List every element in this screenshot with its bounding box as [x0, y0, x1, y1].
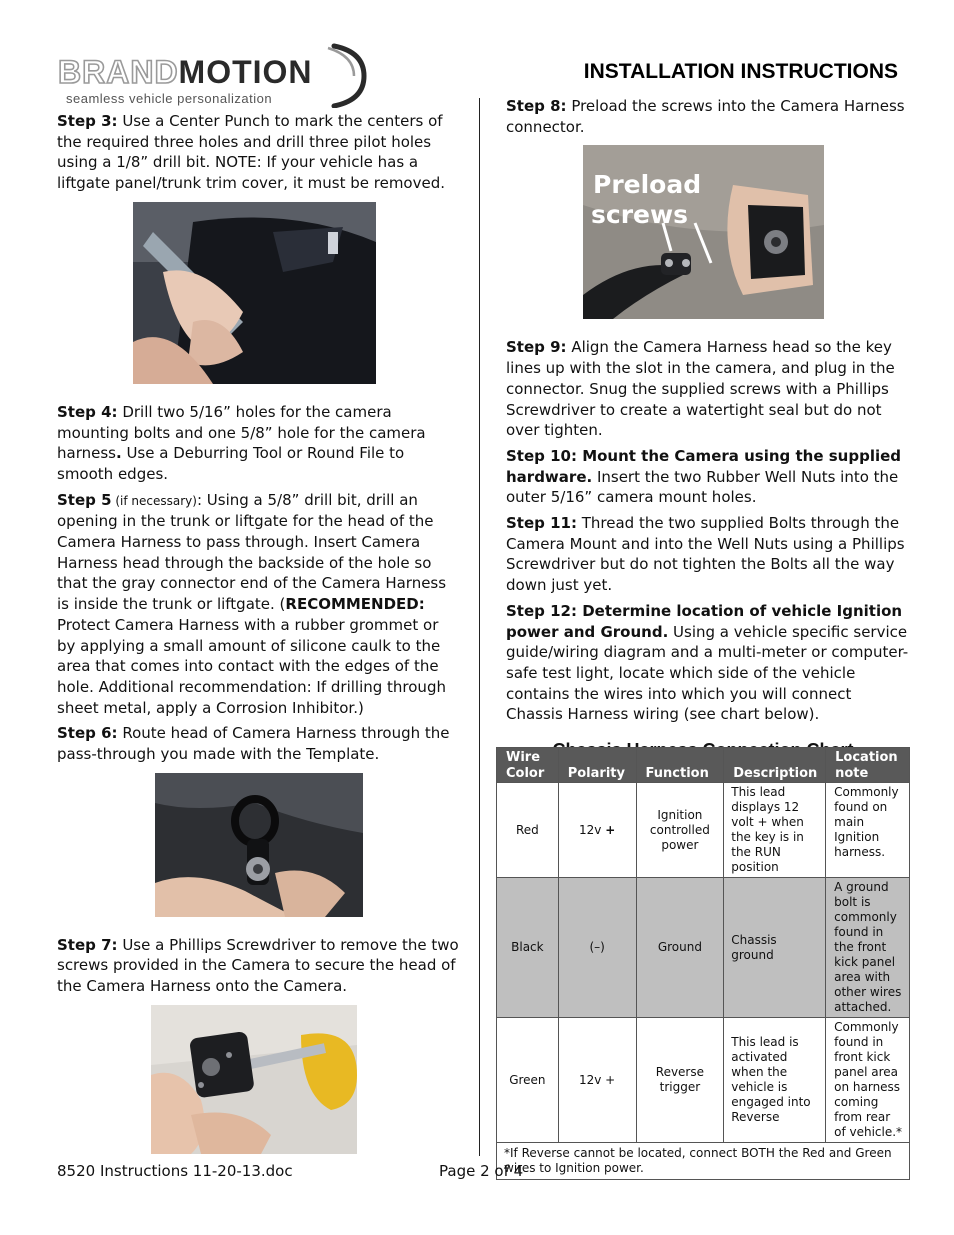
step-5-text-a: : Using a 5/8” drill bit, drill an opening in the trunk or liftgate for the head of the Camera Harness to pass through. Insert Camera Harness head through the backside of the hole so that the gray connector end of the Camera Harness is inside the trunk or liftgate. ( — [57, 490, 447, 614]
cell-polarity: (–) — [558, 878, 636, 1018]
table-row-black — [497, 878, 910, 1018]
step-6-label: Step 6: — [57, 724, 118, 743]
step-8-paragraph — [506, 96, 910, 137]
step-12-paragraph — [506, 601, 910, 725]
step-3-paragraph — [57, 111, 459, 194]
preload-label-line-2: screws — [591, 200, 688, 230]
page-title: INSTALLATION INSTRUCTIONS — [583, 60, 898, 83]
table-footnote: *If Reverse cannot be located, connect BOTH the Red and Green wires to Ignition power. — [497, 1143, 910, 1180]
step-5-recommended: RECOMMENDED: — [285, 595, 425, 614]
cell-wire: Red — [497, 783, 559, 878]
logo-motion-text: MOTION — [178, 54, 313, 90]
cell-function: Ignition controlled power — [636, 783, 724, 878]
step-4-text-b: Use a Deburring Tool or Round File to smooth edges. — [57, 444, 405, 483]
logo-brand-text: BRAND — [58, 54, 179, 90]
step-11-label: Step 11: — [506, 514, 577, 533]
header-wire-color: Wire Color — [497, 748, 559, 783]
cell-polarity — [558, 783, 636, 878]
step-4-text-a: Drill two 5/16” holes for the camera mounting bolts and one 5/8” hole for the camera harness — [57, 402, 426, 463]
cell-description: This lead is activated when the vehicle is engaged into Reverse — [724, 1018, 826, 1143]
step-5-note: (if necessary) — [111, 493, 197, 508]
cell-description: Chassis ground — [724, 878, 826, 1018]
logo-tagline: seamless vehicle personalization — [66, 91, 273, 106]
step-5-label: Step 5 — [57, 490, 112, 509]
cell-function: Reverse trigger — [636, 1018, 724, 1143]
step-12-label: Step 12: Determine location of vehicle Ignition power and Ground. — [506, 601, 903, 641]
step-11-text: Thread the two supplied Bolts through the Camera Mount and into the Well Nuts using a Phillips Screwdriver but do not tighten the Bolts all the way down just yet. — [506, 514, 905, 595]
header-description: Description — [724, 748, 826, 783]
step-7-label: Step 7: — [57, 935, 118, 954]
preload-screws-image — [583, 145, 824, 319]
step-9-label: Step 9: — [506, 338, 567, 357]
column-divider — [479, 98, 480, 1156]
footer-page-number: Page 2 of 4 — [439, 1162, 524, 1180]
step-9-text: Align the Camera Harness head so the key lines up with the slot in the camera, and plug in the connector. Snug the supplied screws with a Phillips Screwdriver to create a watertight seal but do not over tighten. — [506, 338, 895, 440]
step-7-text: Use a Phillips Screwdriver to remove the two screws provided in the Camera to secure the head of the Camera Harness onto the Camera. — [57, 935, 459, 996]
step-10-paragraph — [506, 446, 910, 508]
header-polarity: Polarity — [558, 748, 636, 783]
step-5-paragraph — [57, 490, 459, 719]
preload-screws-photo — [583, 145, 824, 319]
brandmotion-logo — [56, 42, 368, 108]
table-row-red — [497, 783, 910, 878]
chassis-harness-table — [496, 747, 910, 1180]
cell-wire: Black — [497, 878, 559, 1018]
step-8-label: Step 8: — [506, 97, 567, 115]
step-6-paragraph — [57, 723, 459, 764]
step-3-label: Step 3: — [57, 112, 118, 130]
logo-wordmark — [58, 56, 313, 88]
remove-screws-photo — [151, 1005, 357, 1154]
cell-function: Ground — [636, 878, 724, 1018]
center-punch-image — [133, 202, 376, 384]
cell-polarity-sign: + — [605, 822, 616, 837]
remove-screws-image — [151, 1005, 357, 1154]
step-4-label: Step 4: — [57, 402, 118, 421]
cell-location-note: A ground bolt is commonly found in the front kick panel area with other wires attached. — [826, 878, 910, 1018]
cell-polarity: 12v + — [558, 1018, 636, 1143]
step-7-paragraph — [57, 935, 459, 997]
step-10-text: Insert the two Rubber Well Nuts into the outer 5/16” camera mount holes. — [506, 467, 899, 507]
center-punch-photo — [133, 202, 376, 384]
harness-pass-through-photo — [155, 773, 363, 917]
header-function: Function — [636, 748, 724, 783]
right-column — [506, 96, 910, 761]
step-6-text: Route head of Camera Harness through the pass-through you made with the Template. — [57, 724, 450, 764]
cell-location-note: Commonly found on main Ignition harness. — [826, 783, 910, 878]
step-3-text: Use a Center Punch to mark the centers of the required three holes and drill three pilot holes using a 1/8” drill bit. NOTE: If your vehicle has a liftgate panel/trunk trim cover, it must be removed. — [57, 112, 446, 193]
left-column — [57, 111, 459, 1154]
step-5-text-b: Protect Camera Harness with a rubber grommet or by applying a small amount of silicone caulk to the area that comes into contact with the edges of the hole. Additional recommendation: If drilling through sheet metal, apply a Corrosion Inhibitor.) — [57, 615, 446, 717]
step-11-paragraph — [506, 513, 910, 596]
cell-description: This lead displays 12 volt + when the key is in the RUN position — [724, 783, 826, 878]
cell-polarity-text: 12v — [579, 822, 606, 837]
step-4-period: . — [115, 444, 122, 463]
harness-pass-through-image — [155, 773, 363, 917]
cell-location-note: Commonly found in front kick panel area on harness coming from rear of vehicle.* — [826, 1018, 910, 1143]
preload-label-line-1: Preload — [593, 170, 702, 200]
step-8-text: Preload the screws into the Camera Harness connector. — [506, 97, 905, 136]
footer-filename: 8520 Instructions 11-20-13.doc — [57, 1162, 293, 1180]
step-4-paragraph — [57, 402, 459, 485]
table-row-green — [497, 1018, 910, 1143]
table-footnote-row — [497, 1143, 910, 1180]
table-header-row — [497, 748, 910, 783]
step-10-label: Step 10: Mount the Camera using the supplied hardware. — [506, 446, 902, 486]
header-location-note: Location note — [826, 748, 910, 783]
cell-wire: Green — [497, 1018, 559, 1143]
step-9-paragraph — [506, 337, 910, 441]
step-12-text: Using a vehicle specific service guide/wiring diagram and a multi-meter or computer-safe test light, locate which side of the vehicle contains the wires into which you will connect Chassis Harness wiring (see chart below). — [506, 622, 909, 724]
logo-swoosh-icon — [324, 42, 368, 108]
